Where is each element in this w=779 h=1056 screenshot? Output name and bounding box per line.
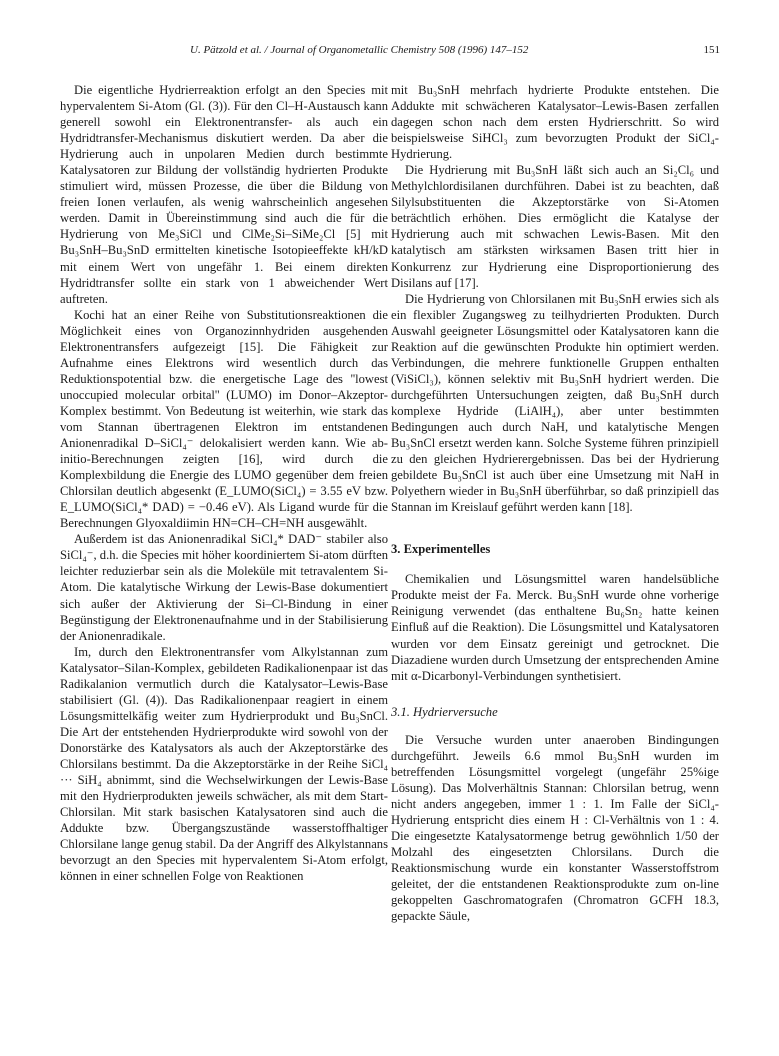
paragraph: Kochi hat an einer Reihe von Substitutionsreaktionen die Möglichkeit eines von Organozinnhydriden ausgehenden Elektronentransfers aufgezeigt [15]. Die Fähigkeit zur Aufnahme eines Elektrons wird wesentlich durch das Reduktionspotential bzw. die energetische Lage des ''lowest unoccupied molecular orbital'' (LUMO) im Donor–Akzeptor-Komplex bestimmt. Von Bedeutung ist weiterhin, wie stark das vom Stannan übertragenen Elektron im entstandenen Anionenradikal D–SiCl₄⁻ delokalisiert werden kann. Wie ab-initio-Berechnungen zeigten [16], wird durch die Komplexbildung die Energie des LUMO gegenüber dem freien Chlorsilan deutlich abgesenkt (E_LUMO(SiCl₄) = 3.55 eV bzw. E_LUMO(SiCl₄* DAD) = −0.46 eV). Als Ligand wurde für die Berechnungen Glyoxaldiimin HN=CH–CH=NH ausgewählt. [60, 307, 388, 531]
paragraph: Außerdem ist das Anionenradikal SiCl₄* DAD⁻ stabiler also SiCl₄⁻, d.h. die Species mit höher koordiniertem Si-atom dürften leichter reduzierbar sein als die Moleküle mit tetravalentem Si-Atom. Die katalytische Wirkung der Lewis-Base dokumentiert sich außer der Aktivierung der Si–Cl-Bindung in einer Begünstigung der Elektronenaufnahme und in der Stabilisierung der Anionenradikale. [60, 532, 388, 643]
subsection-heading: 3.1. Hydrierversuche [391, 704, 498, 719]
paragraph: Chemikalien und Lösungsmittel waren handelsübliche Produkte meist der Fa. Merck. Bu₃SnH wurde ohne vorherige Reinigung verwendet (das enthaltene Bu₆Sn₂ hatte keinen Einfluß auf die Reaktion). Die Lösungsmittel und Katalysatoren wurden vor dem Einsatz gereinigt und getrocknet. Die Diazadiene wurden durch Umsetzung der entsprechenden Amine mit α-Dicarbonyl-Verbindungen synthetisiert. [391, 572, 719, 683]
section-heading: 3. Experimentelles [391, 542, 491, 557]
paragraph: Die Versuche wurden unter anaeroben Bindingungen durchgeführt. Jeweils 6.6 mmol Bu₃SnH wurden im betreffenden Lösungsmittel vorgelegt (ungefähr 25%ige Lösung). Das Molverhältnis Stannan: Chlorsilan betrug, wenn nicht anders angegeben, immer 1 : 1. Im Falle der SiCl₄-Hydrierung entspricht dies einem H : Cl-Verhältnis von 1 : 4. Die eingesetzte Katalysatormenge betrug gewöhnlich 1/50 der Molzahl des eingesetzten Chlorsilans. Durch die Reaktionsmischung wurde ein konstanter Wasserstoffstrom geleitet, der die entstandenen Reaktionsprodukte zum on-line gekoppelten Gaschromatografen (Chromatron GCFH 18.3, gepackte Säule, [391, 732, 719, 924]
page-header [60, 44, 720, 62]
paragraph: Die Hydrierung mit Bu₃SnH läßt sich auch an Si₂Cl₆ und Methylchlordisilanen durchführen. Dabei ist zu beachten, daß Silylsubstituenten die Akzeptorstärke von Si-Atomen beträchtlich erhöhen. Dies ermöglicht die Katalyse der Hydrierung auch mit schwachen Lewis-Basen. Mit den katalytisch am stärksten wirksamen Basen tritt hier in Konkurrenz zur Hydrierung eine Disproportionierung des Disilans auf [17]. [391, 163, 719, 290]
paragraph: Die Hydrierung von Chlorsilanen mit Bu₃SnH erwies sich als ein flexibler Zugangsweg zu teilhydrierten Produkten. Durch Auswahl geeigneter Lösungsmittel oder Katalysatoren kann die Reaktion auf die gewünschten Produkte hin optimiert werden. Verbindungen, die mehrere funktionelle Gruppen enthalten (ViSiCl₃), können selektiv mit Bu₃SnH hydriert werden. Die durchgeführten Untersuchungen zeigten, daß Bu₃SnH durch komplexe Hydride (LiAlH₄), aber unter bestimmten Bedingungen auch durch NaH, und katalytische Mengen Bu₃SnCl ersetzt werden kann. Solche Systeme führen prinzipiell zu den gleichen Hydrierergebnissen. Das bei der Hydrierung gebildete Bu₃SnCl ist auch über eine Umsetzung mit NaH in Polyethern wieder in Bu₃SnH überführbar, so daß prinzipiell das Stannan im Kreislauf geführt werden kann [18]. [391, 291, 719, 515]
paragraph: mit Bu₃SnH mehrfach hydrierte Produkte entstehen. Die Addukte mit schwächeren Katalysator–Lewis-Basen zerfallen dagegen schon nach dem ersten Hydrierschritt. So wird beispielsweise SiHCl₃ zum bevorzugten Produkt der SiCl₄-Hydrierung. [391, 83, 719, 162]
running-head: U. Pätzold et al. / Journal of Organometallic Chemistry 508 (1996) 147–152 [190, 44, 529, 56]
paragraph: Im, durch den Elektronentransfer vom Alkylstannan zum Katalysator–Silan-Komplex, gebildeten Radikalionenpaar ist das Radikalanion vermutlich durch die Katalysator–Lewis-Base stabilisiert (Gl. (4)). Das Radikalionenpaar reagiert in einem Lösungsmittelkäfig weiter zum Hydrierprodukt und Bu₃SnCl. Die Art der entstehenden Hydrierprodukte wird sowohl von der Donorstärke des Katalysators als auch der Akzeptorstärke des Chlorsilans bestimmt. Da die Akzeptorstärke in der Reihe SiCl₄ ··· SiH₄ abnimmt, sind die Wechselwirkungen der Lewis-Base mit den Hydrierprodukten jeweils schwächer, als mit dem Start-Chlorsilan. Mit stark basischen Katalysatoren sind auch die Addukte bzw. Übergangszustände wasserstoffhaltiger Chlorsilane lange genug stabil. Da der Angriff des Alkylstannans bevorzugt an den Species mit hypervalentem Si-Atom erfolgt, können in einer schnellen Folge von Reaktionen [60, 644, 388, 884]
page-number: 151 [703, 44, 720, 56]
right-column [391, 82, 719, 924]
left-column [60, 82, 388, 884]
paragraph: Die eigentliche Hydrierreaktion erfolgt an den Species mit hypervalentem Si-Atom (Gl. (3)). Für den Cl–H-Austausch kann generell sowohl ein Elektronentransfer- als auch ein Hydridtransfer-Mechanismus diskutiert werden. Da aber die Hydrierung auch in unpolaren Medien durch bestimmte Katalysatoren zur Bildung der vollständig hydrierten Produkte stimuliert wird, müssen Prozesse, die über die Bildung von freien Ionen verlaufen, als wenig wahrscheinlich angesehen werden. Damit in Übereinstimmung sind auch die für die Hydrierung von Me₃SiCl und ClMe₂Si–SiMe₂Cl [5] mit Bu₃SnH–Bu₃SnD ermittelten kinetische Isotopieeffekte kH/kD mit einem Wert von ungefähr 1. Bei einem direkten Hydridtransfer sollte ein stark von 1 abweichender Wert auftreten. [60, 83, 388, 306]
